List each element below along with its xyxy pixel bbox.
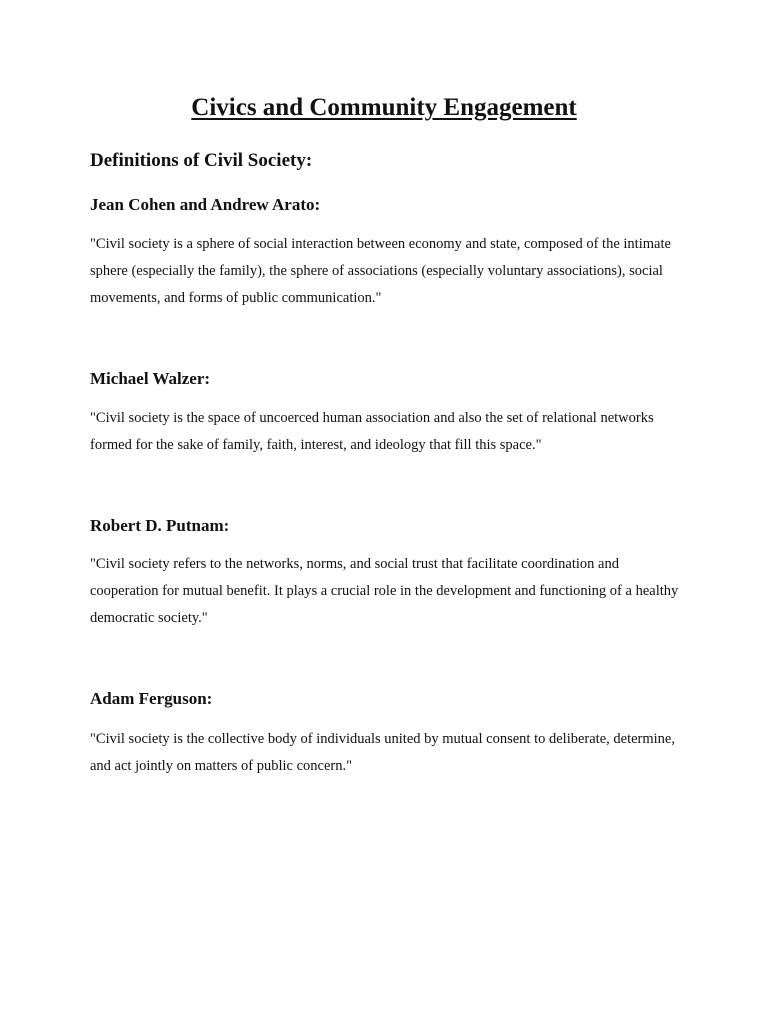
definition-quote: "Civil society is a sphere of social interaction between economy and state, composed of the intimate sphere (especially the family), the sphere of associations (especially voluntary associations), social movements, and forms of public communication.": [90, 236, 671, 306]
definition-quote: "Civil society is the space of uncoerced human association and also the set of relational networks formed for the sake of family, faith, interest, and ideology that fill this space.": [90, 410, 654, 453]
definition-author: Adam Ferguson:: [90, 689, 213, 708]
section-heading: Definitions of Civil Society:: [90, 150, 313, 171]
definition-quote: "Civil society refers to the networks, norms, and social trust that facilitate coordination and cooperation for mutual benefit. It plays a crucial role in the development and functioning of a healthy democratic society.": [90, 556, 679, 626]
definition-author: Robert D. Putnam:: [90, 516, 230, 535]
definition-quote: "Civil society is the collective body of individuals united by mutual consent to deliberate, determine, and act jointly on matters of public concern.": [90, 731, 675, 774]
definition-author: Michael Walzer:: [90, 369, 211, 388]
definition-author: Jean Cohen and Andrew Arato:: [90, 195, 321, 214]
document-title: Civics and Community Engagement: [191, 94, 577, 121]
